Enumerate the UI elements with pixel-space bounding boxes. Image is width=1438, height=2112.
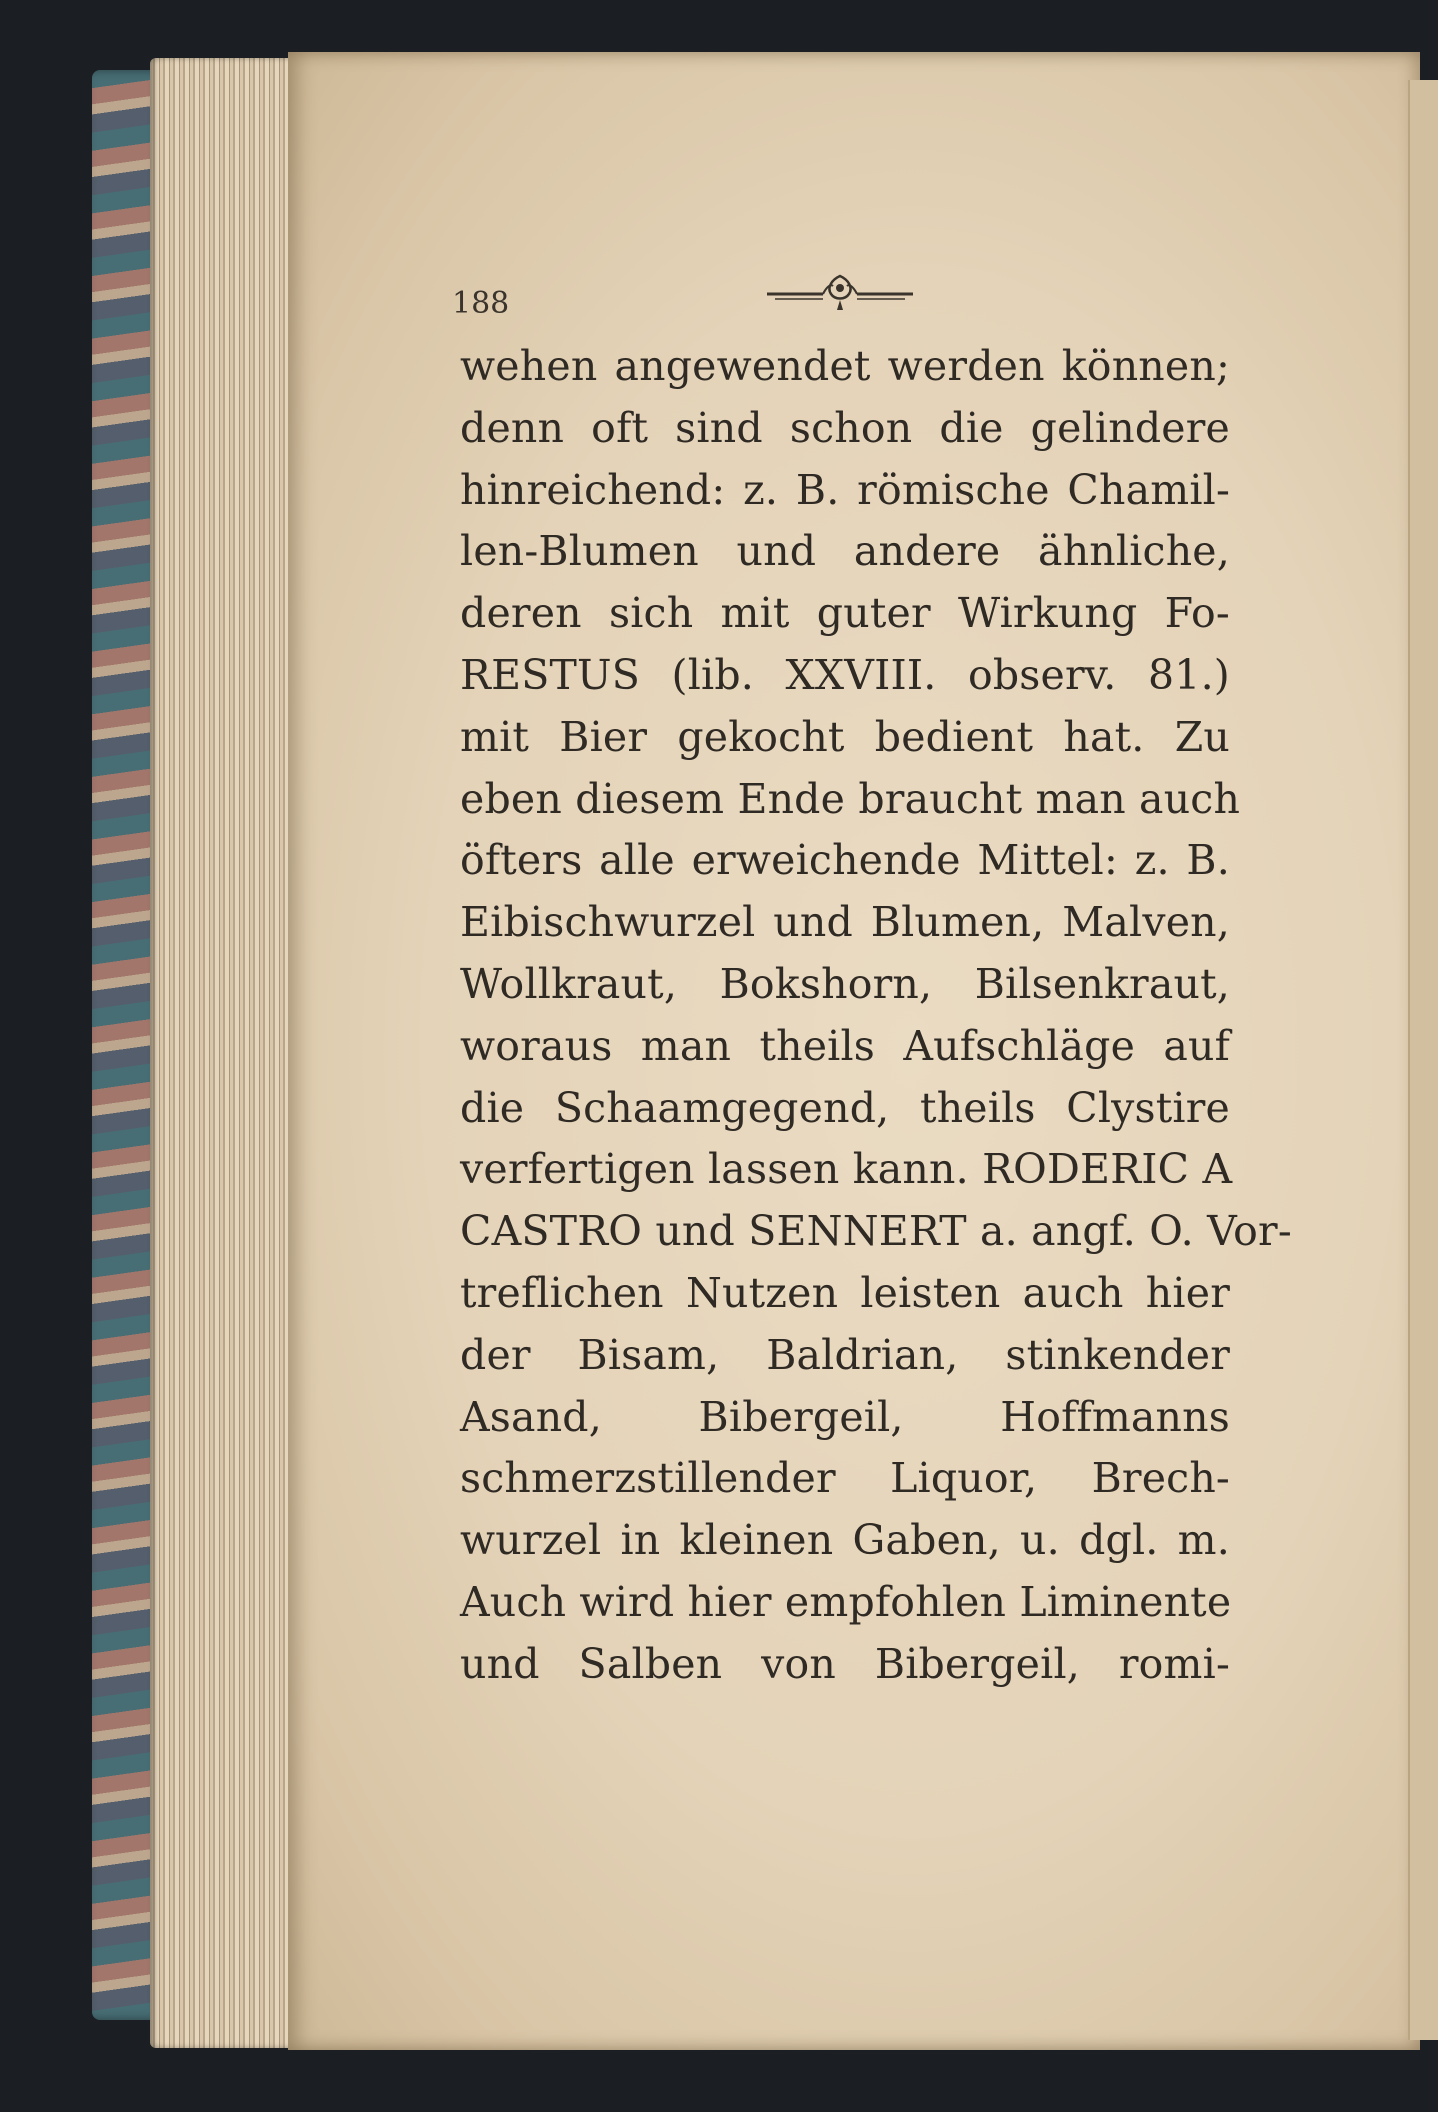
text-line: Wollkraut, Bokshorn, Bilsenkraut, bbox=[460, 960, 1230, 1008]
text-line: CASTRO und SENNERT a. angf. O. Vor- bbox=[460, 1207, 1292, 1256]
text-line: öfters alle erweichende Mittel: z. B. bbox=[460, 836, 1230, 885]
text-line: wurzel in kleinen Gaben, u. dgl. m. bbox=[460, 1516, 1230, 1565]
text-line: schmerzstillender Liquor, Brech- bbox=[460, 1454, 1230, 1503]
text-line: eben diesem Ende braucht man auch bbox=[460, 774, 1241, 823]
text-line: deren sich mit guter Wirkung Fo- bbox=[460, 589, 1230, 638]
page-number: 188 bbox=[452, 286, 510, 321]
text-line: hinreichend: z. B. römische Chamil- bbox=[460, 465, 1230, 514]
text-line: wehen angewendet werden können; bbox=[460, 342, 1230, 390]
text-line: denn oft sind schon die gelindere bbox=[460, 403, 1230, 452]
text-line: die Schaamgegend, theils Clystire bbox=[460, 1083, 1230, 1132]
text-line: mit Bier gekocht bedient hat. Zu bbox=[460, 712, 1230, 761]
text-line: woraus man theils Aufschläge auf bbox=[460, 1021, 1230, 1070]
text-line: verfertigen lassen kann. RODERIC A bbox=[460, 1145, 1233, 1194]
text-line: Eibischwurzel und Blumen, Malven, bbox=[460, 898, 1230, 947]
page-edges bbox=[150, 58, 300, 2048]
text-line: Auch wird hier empfohlen Liminente bbox=[460, 1578, 1232, 1626]
text-line: und Salben von Bibergeil, romi- bbox=[460, 1639, 1230, 1688]
text-line: treflichen Nutzen leisten auch hier bbox=[460, 1269, 1230, 1317]
text-line: der Bisam, Baldrian, stinkender bbox=[460, 1330, 1230, 1379]
text-line: RESTUS (lib. XXVIII. observ. 81.) bbox=[460, 651, 1230, 699]
text-line: Asand, Bibergeil, Hoffmanns bbox=[460, 1392, 1230, 1441]
text-line: len-Blumen und andere ähnliche, bbox=[460, 527, 1230, 576]
facing-page-edge bbox=[1408, 80, 1438, 2040]
printer-ornament-icon bbox=[765, 270, 915, 314]
